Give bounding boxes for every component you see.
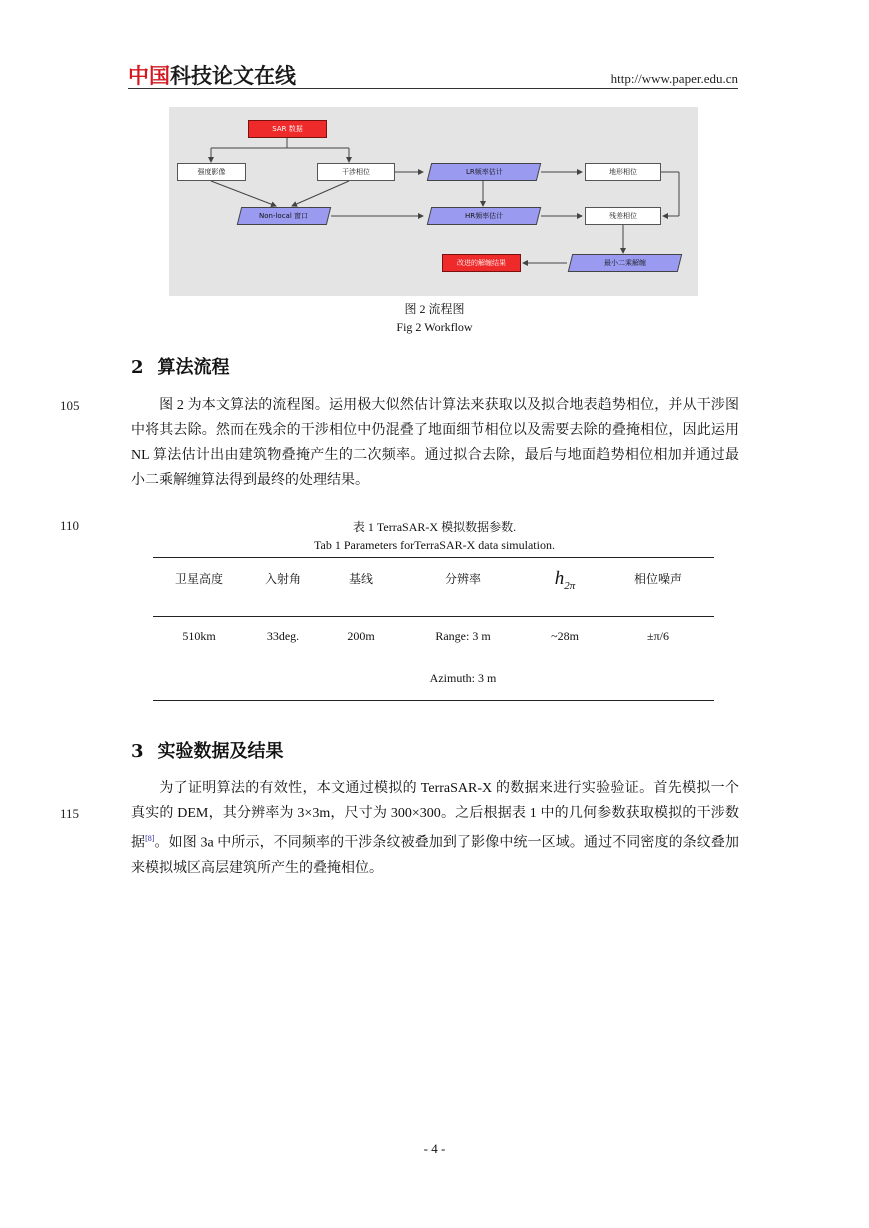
line-number-110: 110: [60, 518, 80, 533]
section-2-number: 2: [131, 357, 144, 378]
table-cell-phase-noise: ±π/6: [647, 629, 669, 643]
table-cell-range: Range: 3 m: [435, 629, 491, 643]
table-caption-cn: 表 1 TerraSAR-X 模拟数据参数.: [352, 520, 517, 534]
line-number-105: 105: [60, 398, 80, 413]
table-cell-altitude: 510km: [182, 629, 216, 643]
node-residual-phase: 残差相位: [585, 207, 661, 225]
node-sar-data: SAR 数据: [248, 120, 327, 138]
section-2-text: 图 2 为本文算法的流程图。运用极大似然估计算法来获取以及拟合地表趋势相位，并从干涉图中将其去除。然而在残余的干涉相位中仍混叠了地面细节相位以及需要去除的叠掩相位，因此运用 NL 算法估计出由建筑物叠掩产生的二次频率。通过拟合去除，最后与地面趋势相位相加并通过最小二乘解缠算法得到最终的处理结果。: [131, 398, 739, 488]
table-mid-rule: [153, 616, 714, 617]
site-logo: [128, 64, 296, 88]
logo-part-1: 中国: [128, 64, 170, 88]
section-2-title: 算法流程: [157, 357, 230, 378]
node-nonlocal-label: Non-local 窗口: [259, 212, 309, 220]
table-cell-azimuth: Azimuth: 3 m: [429, 671, 497, 685]
table-caption-en: Tab 1 Parameters forTerraSAR-X data simulation.: [314, 538, 555, 552]
section-3-text-a: 为了证明算法的有效性，本文通过模拟的 TerraSAR-X 的数据来进行实验验证。首先模拟一个真实的 DEM，其分辨率为 3×3m，尺寸为 300×300。之后根据表 1 中的几何参数获取模拟的干涉数据: [131, 781, 739, 851]
table-header-incidence: 入射角: [264, 572, 301, 586]
page-number: - 4 -: [423, 1141, 446, 1156]
node-hr-frequency: [427, 207, 541, 225]
node-least-squares: [568, 254, 682, 272]
section-3-paragraph: [131, 776, 739, 881]
workflow-figure: [169, 107, 698, 296]
table-top-rule: [153, 557, 714, 558]
node-improved-result: 改进的解缠结果: [442, 254, 521, 272]
section-3-heading: [131, 737, 284, 763]
h-subscript: 2π: [564, 579, 576, 592]
node-interferometric-phase: 干涉相位: [317, 163, 395, 181]
line-number-115: 115: [60, 806, 80, 821]
figure-caption-cn: 图 2 流程图: [404, 302, 465, 316]
header-url[interactable]: http://www.paper.edu.cn: [610, 71, 738, 86]
table-bottom-rule: [153, 700, 714, 701]
node-nonlocal-window: [237, 207, 331, 225]
table-header-resolution: 分辨率: [444, 572, 481, 586]
section-2-heading: [131, 353, 230, 379]
node-hr-frequency-label: HR频率估计: [464, 212, 504, 220]
node-lr-frequency-label: LR频率估计: [465, 168, 503, 176]
h-symbol: h: [554, 568, 565, 589]
section-3-title: 实验数据及结果: [157, 741, 284, 762]
node-terrain-phase: 地形相位: [585, 163, 661, 181]
node-least-squares-label: 最小二乘解缠: [604, 259, 646, 267]
section-2-paragraph: [131, 393, 739, 493]
table-cell-incidence: 33deg.: [266, 629, 300, 643]
section-3-number: 3: [131, 741, 144, 762]
logo-part-2: 科技论文在线: [170, 64, 296, 88]
node-lr-frequency: [427, 163, 541, 181]
table-header-h2pi: [530, 568, 600, 592]
table-cell-baseline: 200m: [347, 629, 375, 643]
table-header-altitude: 卫星高度: [174, 572, 223, 586]
header-rule: [128, 88, 738, 89]
table-header-phase-noise: 相位噪声: [633, 572, 682, 586]
table-header-baseline: 基线: [348, 572, 373, 586]
node-amplitude: 强度影像: [177, 163, 246, 181]
figure-caption-en: Fig 2 Workflow: [396, 320, 473, 334]
citation-ref-8[interactable]: [8]: [145, 834, 155, 843]
table-cell-h2pi: ~28m: [551, 629, 579, 643]
section-3-text-b: 。如图 3a 中所示，不同频率的干涉条纹被叠加到了影像中统一区域。通过不同密度的条纹叠加来模拟城区高层建筑所产生的叠掩相位。: [131, 835, 739, 876]
